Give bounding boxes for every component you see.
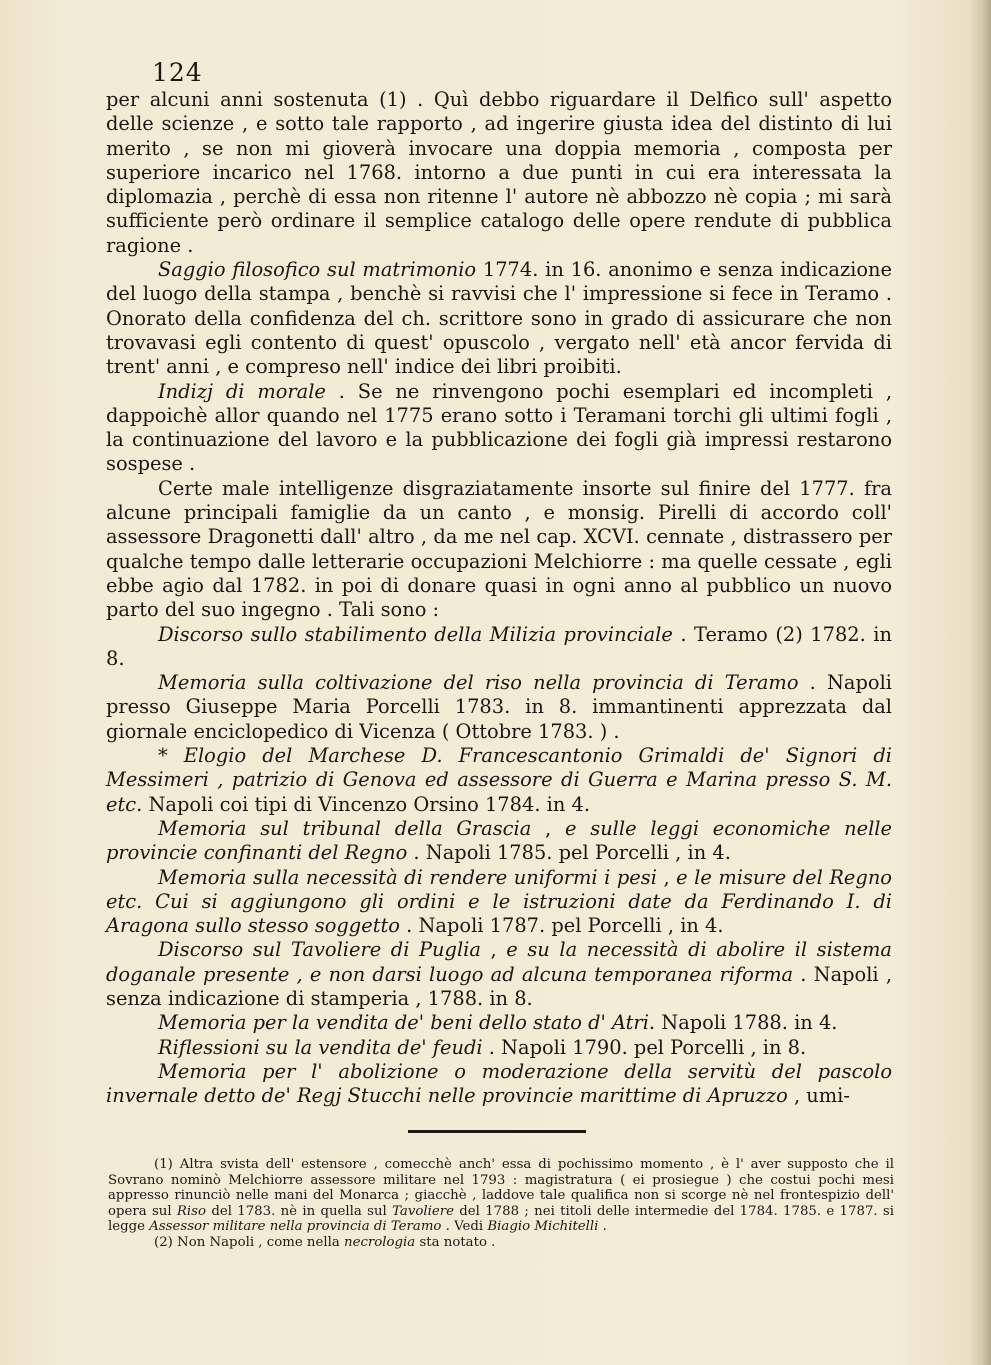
paragraph: [106, 1036, 892, 1060]
italic-title-text: e su la necessità di abolire il sistema doganale presente , e non darsi luogo ad alcuna temporanea riforma: [106, 938, 892, 986]
text-run: . Napoli presso Giuseppe Maria Porcelli 1783. in 8. immantinenti apprezzata dal giornale enciclopedico di Vicenza ( Ottobre 1783. ) .: [106, 671, 892, 743]
italic-title-text: Memoria sulla coltivazione del riso nella provincia di Teramo: [158, 671, 799, 695]
paragraph: [106, 817, 892, 866]
italic-title-text: Tavoliere: [392, 1203, 454, 1219]
text-run: del 1783. nè in quella sul: [206, 1203, 393, 1219]
text-run: Napoli coi tipi di Vincenzo Orsino 1784. in 4.: [142, 792, 590, 816]
text-run: . Napoli 1788. in 4.: [648, 1011, 838, 1035]
text-run: del 1788 ; nei titoli delle intermedie del 1784. 1785. e 1787. si legge: [108, 1203, 895, 1235]
italic-title-text: Indizj di morale: [158, 379, 326, 403]
italic-title-text: Assessor militare nella provincia di Teramo: [149, 1219, 442, 1235]
paragraph: [106, 477, 892, 623]
italic-title-text: Discorso sullo stabilimento della Milizia provinciale: [158, 622, 673, 646]
text-run: ,: [531, 816, 565, 840]
footnote-separator-rule: [408, 1130, 586, 1133]
text-run: . Teramo (2) 1782. in 8.: [106, 622, 892, 670]
paragraph: [106, 1011, 892, 1035]
text-run: . Napoli , senza indicazione di stamperia , 1788. in 8.: [106, 962, 892, 1010]
paragraph: [106, 866, 892, 939]
text-run: . Napoli 1790. pel Porcelli , in 8.: [482, 1035, 807, 1059]
main-text: [106, 88, 892, 1108]
italic-title-text: Riflessioni su la vendita de' feudi: [158, 1035, 483, 1059]
paragraph: [106, 1060, 892, 1109]
text-run: . Napoli 1785. pel Porcelli , in 4.: [407, 841, 731, 865]
paragraph: [106, 671, 892, 744]
italic-title-text: Memoria sulla necessità di rendere uniformi i pesi: [158, 865, 657, 889]
text-run: . Vedi: [441, 1219, 488, 1235]
italic-title-text: Biagio Michitelli: [487, 1219, 599, 1235]
italic-title-text: Discorso sul Tavoliere di Puglia: [158, 938, 481, 962]
text-run: ,: [656, 865, 677, 889]
page-gutter-shadow: [969, 0, 991, 1365]
text-run: Certe male intelligenze disgraziatamente insorte sul finire del 1777. fra alcune principali famiglie da un canto , e monsig. Pirelli di accordo coll' assessore Dragonetti dall' altro , da me nel cap. XCVI. cennate , distrassero per qualche tempo dalle letterarie occupazioni Melchiorre : ma quelle cessate , egli ebbe agio dal 1782. in poi di donare quasi in ogni anno al pubblico un nuovo parto del suo ingegno . Tali sono :: [106, 476, 892, 622]
italic-title-text: Memoria per la vendita de' beni dello stato d' Atri: [158, 1011, 649, 1035]
footnotes: [108, 1157, 894, 1251]
italic-title-text: e sulle leggi economiche nelle provincie confinanti del Regno: [106, 816, 892, 865]
italic-title-text: e le misure del Regno etc. Cui si aggiungono gli ordini e le istruzioni date da Ferdinando I. di Aragona sullo stesso soggetto: [106, 865, 892, 938]
paragraph: [106, 623, 892, 672]
text-run: . Napoli 1787. pel Porcelli , in 4.: [399, 914, 724, 938]
paragraph: [106, 744, 892, 817]
footnote: [108, 1235, 894, 1251]
italic-title-text: Memoria per l' abolizione o moderazione della servitù del pascolo invernale detto de' Regj Stucchi nelle provincie marittime di Apruzzo: [106, 1059, 892, 1108]
italic-title-text: Riso: [176, 1203, 207, 1219]
text-run: sta notato .: [415, 1234, 496, 1250]
text-run: (1) Altra svista dell' estensore , comecchè anch' essa di pochissimo momento , è l' aver supposto che il Sovrano nominò Melchiorre assessore militare nel 1793 : magistratura ( ei prosiegue ) che costui pochi mesi appresso rinunciò nelle mani del Monarca ; giacchè , laddove tale qualifica non si scorge nè nel frontespizio dell' opera sul: [108, 1157, 894, 1219]
text-run: per alcuni anni sostenuta (1) . Quì debbo riguardare il Delfico sull' aspetto delle scienze , e sotto tale rapporto , ad ingerire giusta idea del distinto di lui merito , se non mi gioverà invocare una doppia memoria , composta per superiore incarico nel 1768. intorno a due punti in cui era interessata la diplomazia , perchè di essa non ritenne l' autore nè abbozzo nè copia ; mi sarà sufficiente però ordinare il semplice catalogo delle opere rendute di pubblica ragione .: [106, 88, 892, 257]
italic-title-text: necrologia: [344, 1234, 416, 1250]
text-run: ,: [480, 938, 507, 962]
text-run: . Se ne rinvengono pochi esemplari ed incompleti , dappoichè allor quando nel 1775 erano sotto i Teramani torchi gli ultimi fogli , la continuazione del lavoro e la pubblicazione dei fogli già impressi restarono sospese .: [106, 379, 892, 476]
paragraph: [106, 258, 892, 379]
paragraph: [106, 938, 892, 1011]
paragraph: [106, 88, 892, 258]
page-number: 124: [152, 58, 203, 87]
italic-title-text: Saggio filosofico sul matrimonio: [158, 258, 477, 282]
italic-title-text: * Elogio del Marchese D. Francescantonio Grimaldi de' Signori di Messimeri , patrizio di Genova ed assessore di Guerra e Marina presso S. M. etc.: [106, 744, 892, 816]
text-run: 1774. in 16. anonimo e senza indicazione del luogo della stampa , benchè si ravvisi che l' impressione si fece in Teramo . Onorato della confidenza del ch. scrittore sono in grado di assicurare che non trovavasi egli contento di quest' opuscolo , vergato nell' età ancor fervida di trent' anni , e compreso nell' indice dei libri proibiti.: [106, 258, 893, 379]
text-run: .: [598, 1219, 607, 1235]
paragraph: [106, 380, 892, 477]
footnote: [108, 1157, 894, 1235]
italic-title-text: Memoria sul tribunal della Grascia: [158, 816, 532, 840]
text-run: (2) Non Napoli , come nella: [154, 1234, 345, 1250]
text-run: , umi-: [787, 1084, 850, 1108]
